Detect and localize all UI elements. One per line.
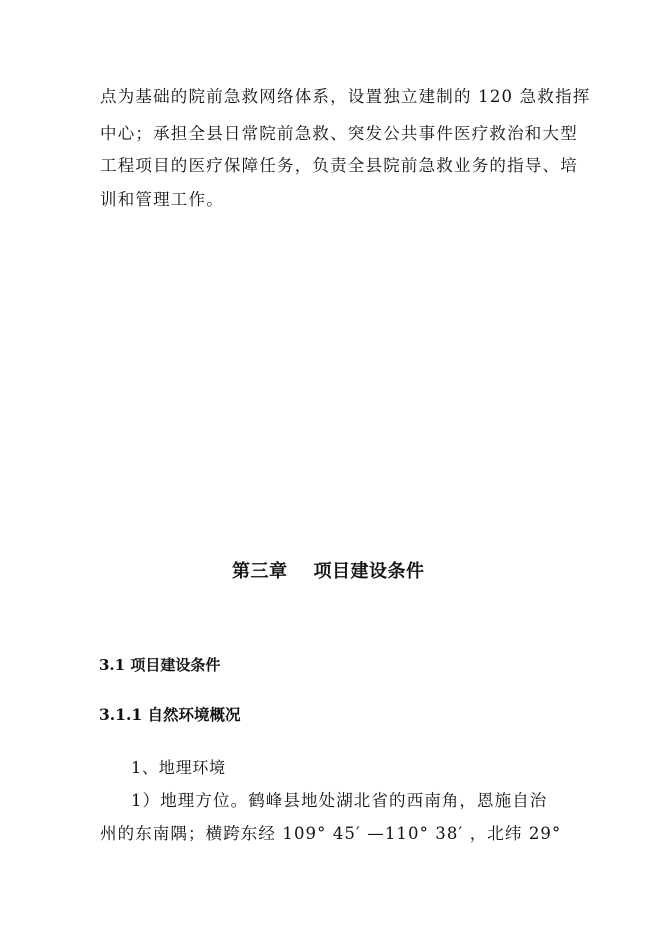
chapter-title: 项目建设条件 xyxy=(313,561,425,582)
paragraph-line: 点为基础的院前急救网络体系，设置独立建制的 120 急救指挥 xyxy=(100,87,591,106)
paragraph-line: 中心；承担全县日常院前急救、突发公共事件医疗救治和大型 xyxy=(100,124,578,143)
subsection-heading: 3.1.1 自然环境概况 xyxy=(99,705,241,724)
section-heading: 3.1 项目建设条件 xyxy=(99,656,221,674)
paragraph-line: 工程项目的医疗保障任务，负责全县院前急救业务的指导、培 xyxy=(100,156,578,175)
paragraph-line: 训和管理工作。 xyxy=(100,190,224,209)
body-text-line: 1）地理方位。鹤峰县地处湖北省的西南角，恩施自治 xyxy=(131,791,548,810)
chapter-number: 第三章 xyxy=(232,561,288,582)
body-text-line: 州的东南隅；横跨东经 109° 45′ —110° 38′ ，北纬 29° xyxy=(100,824,562,843)
item-title: 1、地理环境 xyxy=(131,758,226,777)
chapter-heading xyxy=(232,563,425,581)
